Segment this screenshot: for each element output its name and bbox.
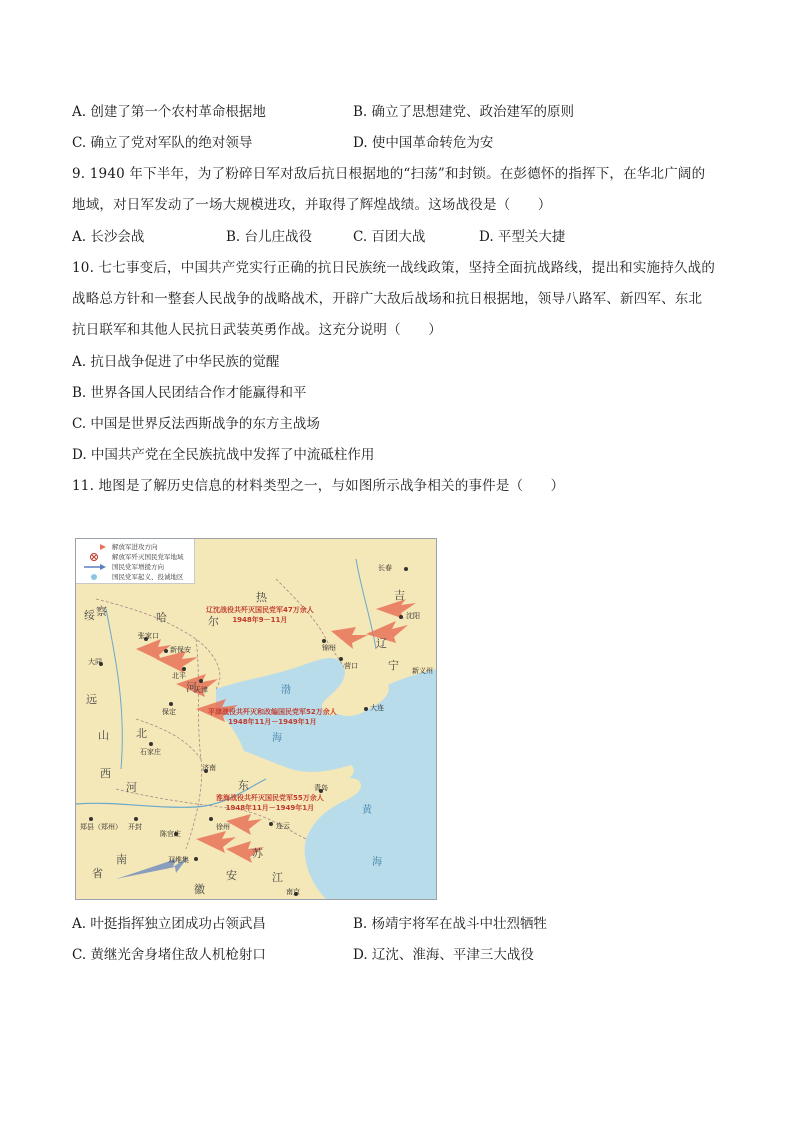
region-label: 尔 [208,615,219,628]
q9-option-d[interactable]: D. 平型关大捷 [479,229,566,245]
city-nanjing: 南京 [286,888,300,896]
region-label: 南 [116,853,127,866]
city-beiping: 北平 [172,672,186,680]
sea-label: 渤 [281,685,291,696]
region-label: 北 [136,727,147,740]
q11-option-c[interactable]: C. 黄继光舍身堵住敌人机枪射口 [72,947,266,963]
sea-label: 海 [272,733,282,744]
city-jinan: 济南 [202,764,216,772]
q10-stem-line3: 抗日联军和其他人民抗日武装英勇作战。这充分说明（ ） [72,322,442,338]
liaoshen-caption: 辽沈战役共歼灭国民党军47万余人 1948年9－11月 [206,606,314,624]
q11-option-d[interactable]: D. 辽沈、淮海、平津三大战役 [353,947,534,963]
q10-option-a[interactable]: A. 抗日战争促进了中华民族的觉醒 [72,354,280,370]
city-zhengzhou: 郑县（郑州） [80,823,122,831]
city-xuzhou: 徐州 [216,823,230,831]
city-kaifeng: 开封 [128,823,142,831]
region-label: 东 [238,779,249,792]
region-label: 河 [186,681,197,694]
city-shuangduiji: 双堆集 [168,856,189,864]
city-xinbaoan: 新保安 [170,646,191,654]
q9-option-a[interactable]: A. 长沙会战 [72,229,145,245]
sea-label: 黄 [362,805,372,816]
region-label: 省 [92,867,103,880]
blue-arrow-icon [82,562,108,572]
legend-attack: 解放军进攻方向 [82,542,158,552]
q8-option-d[interactable]: D. 使中国革命转危为安 [353,135,494,151]
region-label: 察 [96,605,107,618]
blue-dot-icon [82,572,108,582]
region-label: 哈 [156,611,167,624]
region-label: 远 [86,693,97,706]
city-lianyun: 连云 [276,822,290,830]
crossed-circle-icon [82,552,108,562]
region-label: 山 [98,729,109,742]
red-arrow-icon [82,542,108,552]
region-label: 吉 [394,589,405,602]
region-label: 绥 [84,609,95,622]
three-campaigns-map [75,538,437,900]
q11-option-a[interactable]: A. 叶挺指挥独立团成功占领武昌 [72,916,266,932]
map-legend [76,539,195,584]
q9-option-c[interactable]: C. 百团大战 [353,229,426,245]
q11-stem: 11. 地图是了解历史信息的材料类型之一，与如图所示战争相关的事件是（ ） [72,478,565,494]
city-shenyang: 沈阳 [406,612,420,620]
q8-option-a[interactable]: A. 创建了第一个农村革命根据地 [72,104,266,120]
pingjin-caption: 平津战役共歼灭和改编国民党军52万余人 1948年11月－1949年1月 [208,708,337,726]
city-zhangjiakou: 张家口 [138,632,159,640]
city-qingdao: 青岛 [314,784,328,792]
q9-stem-line1: 9. 1940 年下半年，为了粉碎日军对敌后抗日根据地的“扫荡”和封锁。在彭德怀的指挥下，在华北广阔的 [72,166,706,182]
q9-stem-line2: 地域，对日军发动了一场大规模进攻，并取得了辉煌战绩。这场战役是（ ） [72,197,552,213]
region-label: 宁 [388,659,399,672]
legend-defection: 国民党军起义、投诚地区 [82,572,184,582]
q8-option-b[interactable]: B. 确立了思想建党、政治建军的原则 [353,104,575,120]
q10-stem-line2: 战略总方针和一整套人民战争的战略战术，开辟广大敌后战场和抗日根据地，领导八路军、新四军、东北 [72,291,703,307]
city-dalian: 大连 [370,704,384,712]
q10-option-b[interactable]: B. 世界各国人民团结合作才能赢得和平 [72,385,307,401]
city-yingkou: 营口 [344,662,358,670]
q8-option-c[interactable]: C. 确立了党对军队的绝对领导 [72,135,253,151]
region-label: 江 [272,871,283,884]
region-label: 苏 [252,847,263,860]
city-shijiazhuang: 石家庄 [140,748,161,756]
region-label: 河 [126,781,137,794]
city-jinzhou: 锦州 [322,644,336,652]
q10-stem-line1: 10. 七七事变后，中国共产党实行正确的抗日民族统一战线政策，坚持全面抗战路线，提出和实施持久战的 [72,260,716,276]
city-chenguanzhuang: 陈官庄 [160,830,181,838]
q10-option-c[interactable]: C. 中国是世界反法西斯战争的东方主战场 [72,416,320,432]
region-label: 徽 [194,883,205,896]
city-baoding: 保定 [162,708,176,716]
huaihai-caption: 淮海战役共歼灭国民党军55万余人 1948年11月－1949年1月 [216,794,324,812]
city-xinyizhou: 新义州 [412,667,433,675]
sea-label: 海 [372,857,382,868]
city-changchun: 长春 [378,564,392,572]
legend-reinforce: 国民党军增援方向 [82,562,164,572]
q10-option-d[interactable]: D. 中国共产党在全民族抗战中发挥了中流砥柱作用 [72,447,375,463]
region-label: 辽 [376,637,387,650]
region-label: 西 [100,767,111,780]
q9-option-b[interactable]: B. 台儿庄战役 [226,229,313,245]
region-label: 安 [226,869,237,882]
city-tianjin: 天津 [194,686,208,694]
region-label: 热 [256,591,267,604]
legend-annihilation: 解放军歼灭国民党军地域 [82,552,184,562]
city-datong: 大同 [88,658,102,666]
q11-option-b[interactable]: B. 杨靖宇将军在战斗中壮烈牺牲 [353,916,548,932]
